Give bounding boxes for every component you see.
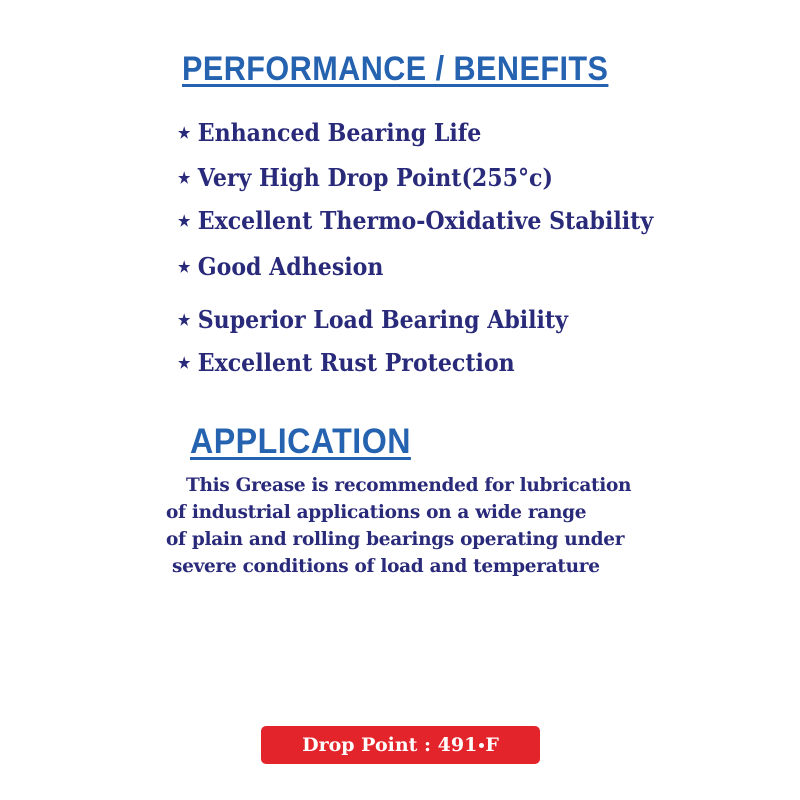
benefit-item [178,252,383,281]
benefit-label: Very High Drop Point(255°c) [197,163,553,192]
benefit-label: Superior Load Bearing Ability [197,305,568,334]
benefit-label: Excellent Rust Protection [197,348,515,377]
application-line: This Grease is recommended for lubrication [186,475,632,496]
star-icon: ★ [178,354,191,372]
drop-point-unit: F [485,734,499,756]
benefit-label: Excellent Thermo-Oxidative Stability [197,206,654,235]
application-description [166,472,634,580]
degree-icon [479,743,484,748]
benefit-item [178,118,481,147]
star-icon: ★ [178,311,191,329]
application-line: severe conditions of load and temperature [172,556,600,577]
star-icon: ★ [178,258,191,276]
star-icon: ★ [178,124,191,142]
benefit-item [178,206,653,235]
drop-point-badge [261,726,540,764]
benefit-label: Enhanced Bearing Life [197,118,482,147]
benefit-label: Good Adhesion [197,252,384,281]
benefit-item [178,348,515,377]
star-icon: ★ [178,212,191,230]
application-heading: APPLICATION [190,422,411,461]
star-icon: ★ [178,169,191,187]
benefit-item [178,305,568,334]
performance-benefits-heading: PERFORMANCE / BENEFITS [182,50,609,88]
application-line: of industrial applications on a wide range [166,502,587,523]
application-line: of plain and rolling bearings operating under [166,529,625,550]
drop-point-label: Drop Point : 491 [302,734,478,756]
benefit-item [178,163,553,192]
